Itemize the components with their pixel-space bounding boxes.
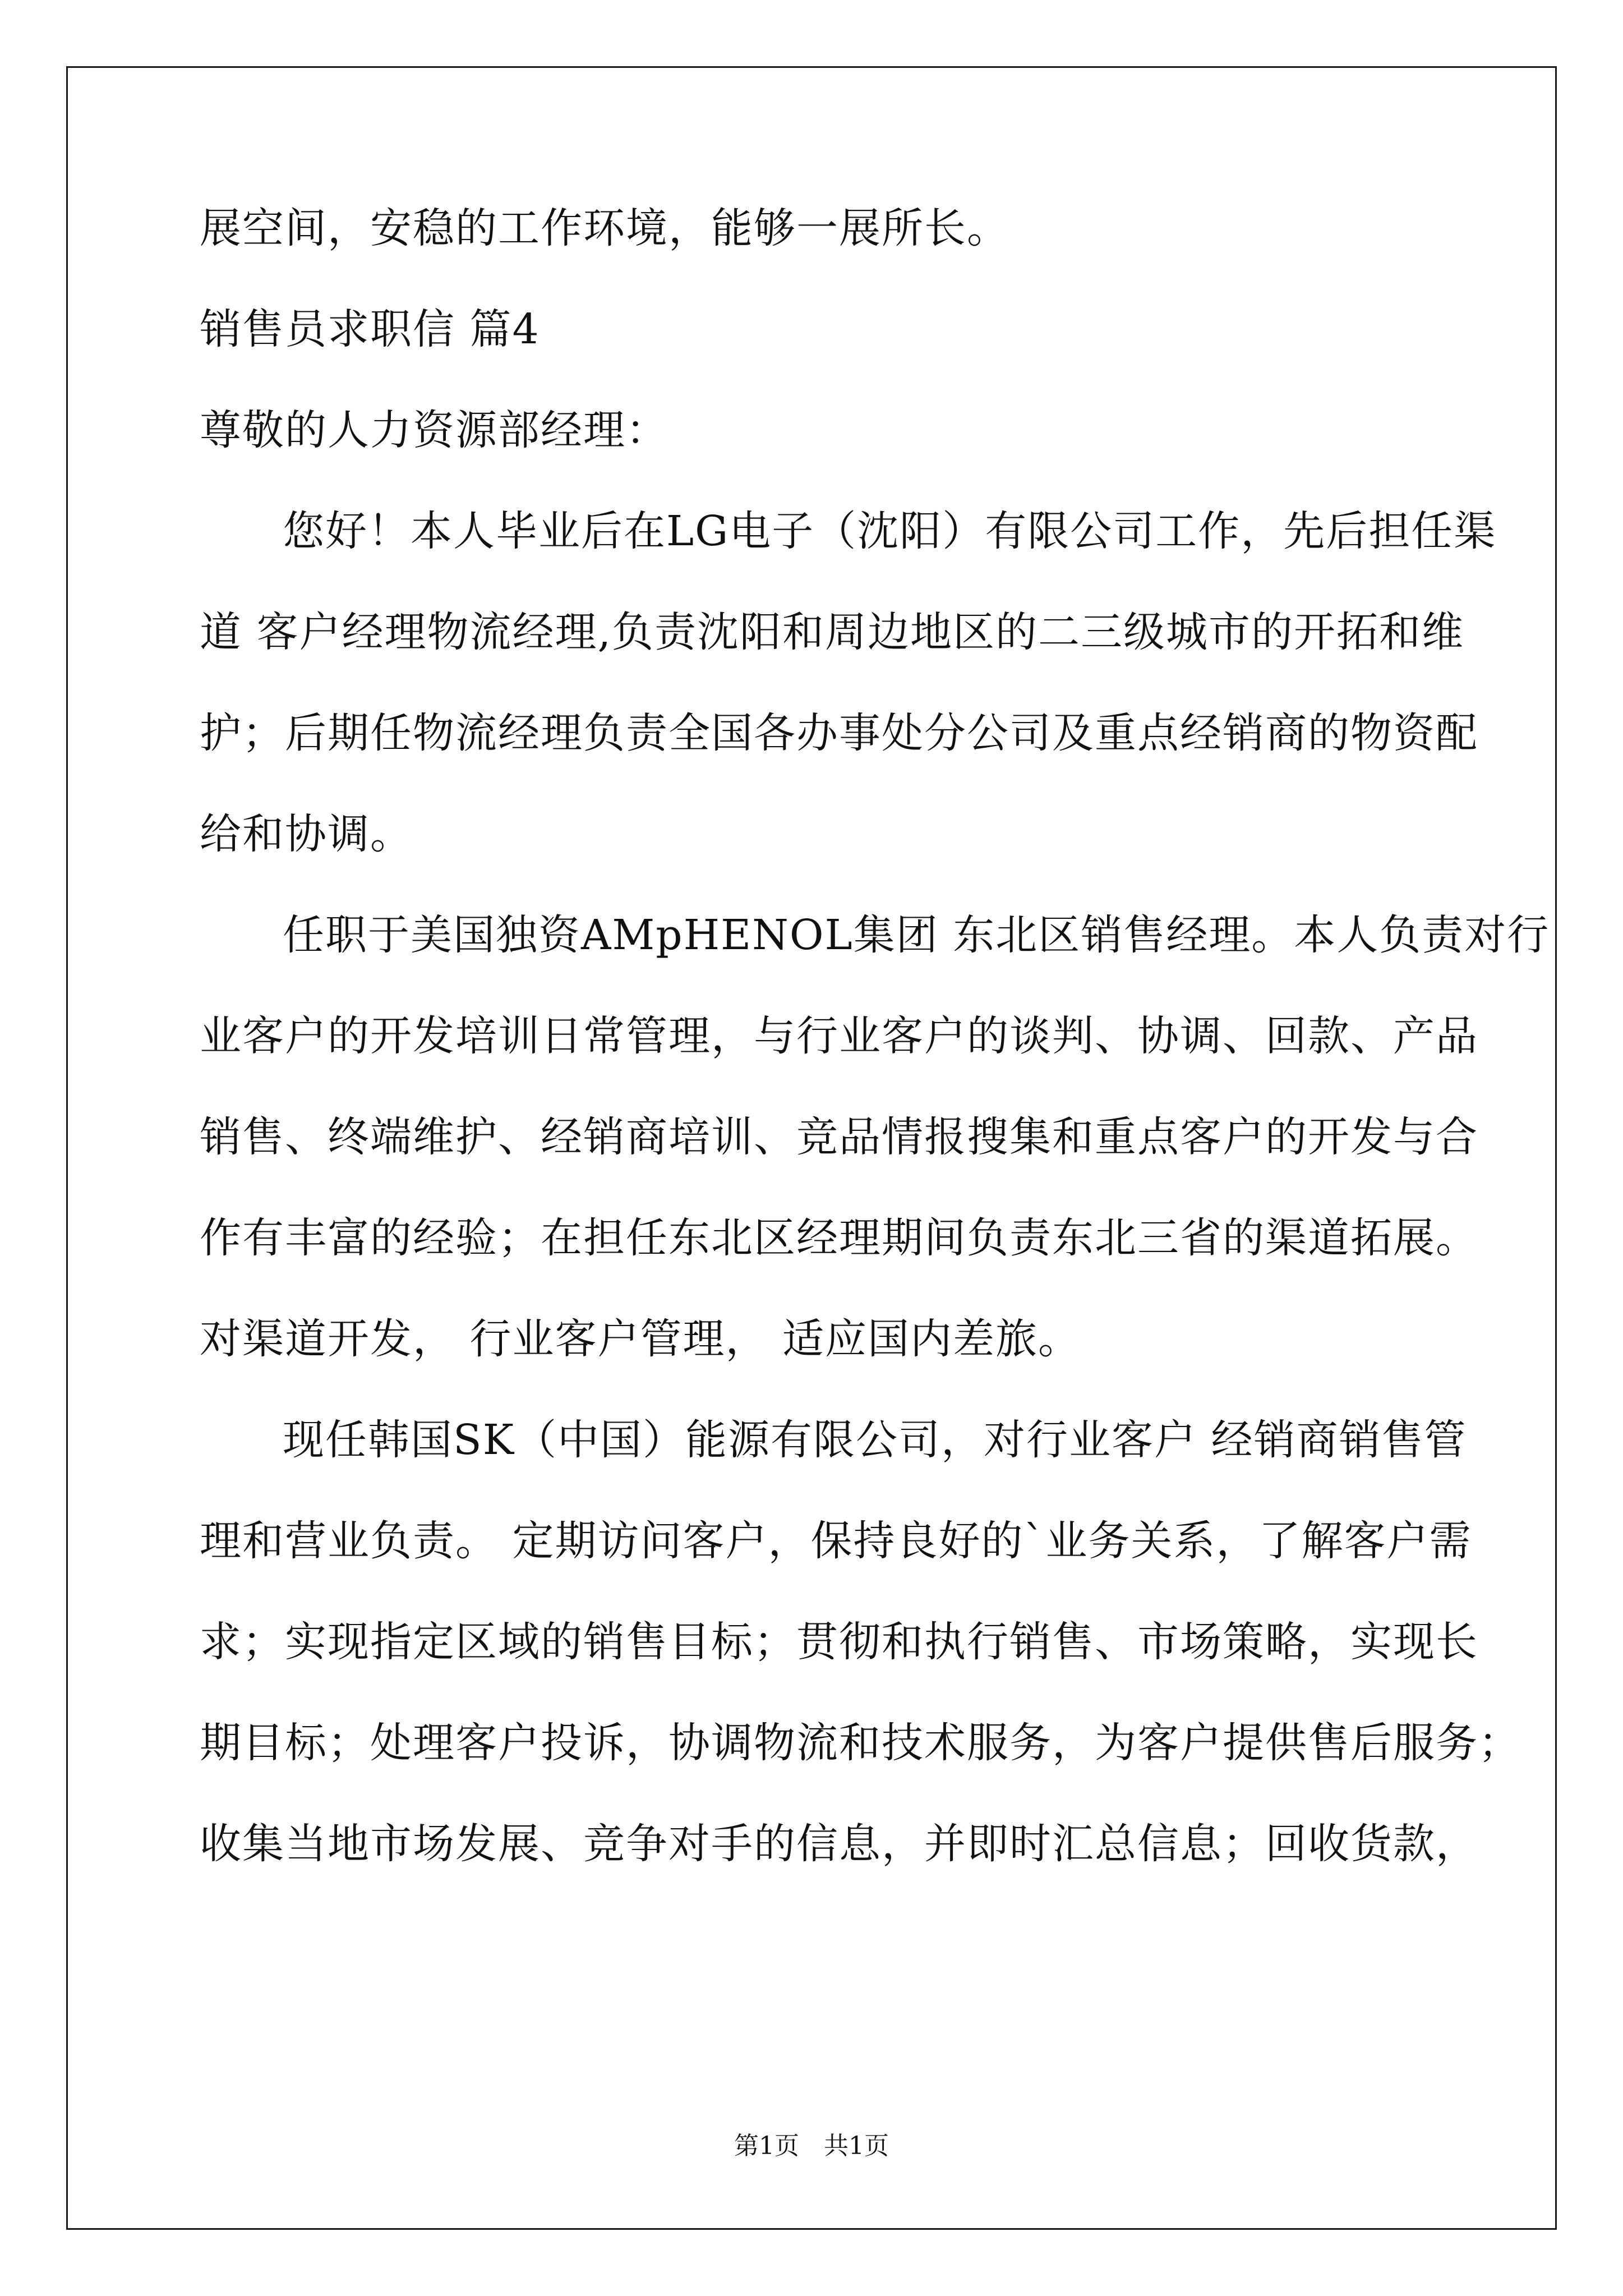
text-line: 护；后期任物流经理负责全国各办事处分公司及重点经销商的物资配 — [200, 709, 1478, 757]
text-line: 求；实现指定区域的销售目标；贯彻和执行销售、市场策略，实现长 — [200, 1618, 1478, 1666]
text-line: 展空间，安稳的工作环境，能够一展所长。 — [200, 204, 1009, 252]
text-line: 收集当地市场发展、竞争对手的信息，并即时汇总信息；回收货款， — [200, 1820, 1478, 1868]
text-line: 期目标；处理客户投诉，协调物流和技术服务，为客户提供售后服务； — [200, 1719, 1521, 1767]
text-line: 理和营业负责。 定期访问客户，保持良好的`业务关系，了解客户需 — [200, 1517, 1472, 1565]
text-line: 任职于美国独资AMpHENOL集团 东北区销售经理。本人负责对行 — [283, 911, 1550, 959]
text-line: 现任韩国SK（中国）能源有限公司，对行业客户 经销商销售管 — [283, 1416, 1467, 1464]
section-heading: 销售员求职信 篇4 — [200, 305, 540, 353]
text-line: 作有丰富的经验；在担任东北区经理期间负责东北三省的渠道拓展。 — [200, 1214, 1478, 1262]
text-line: 对渠道开发， 行业客户管理， 适应国内差旅。 — [200, 1315, 1081, 1363]
text-line: 您好！本人毕业后在LG电子（沈阳）有限公司工作，先后担任渠 — [283, 507, 1497, 555]
text-line: 业客户的开发培训日常管理，与行业客户的谈判、协调、回款、产品 — [200, 1012, 1478, 1060]
text-line: 道 客户经理物流经理,负责沈阳和周边地区的二三级城市的开拓和维 — [200, 608, 1465, 656]
text-line: 给和协调。 — [200, 810, 413, 858]
salutation: 尊敬的人力资源部经理： — [200, 406, 668, 454]
text-line: 销售、终端维护、经销商培训、竞品情报搜集和重点客户的开发与合 — [200, 1113, 1478, 1161]
page-number: 第1页 共1页 — [734, 2132, 889, 2160]
